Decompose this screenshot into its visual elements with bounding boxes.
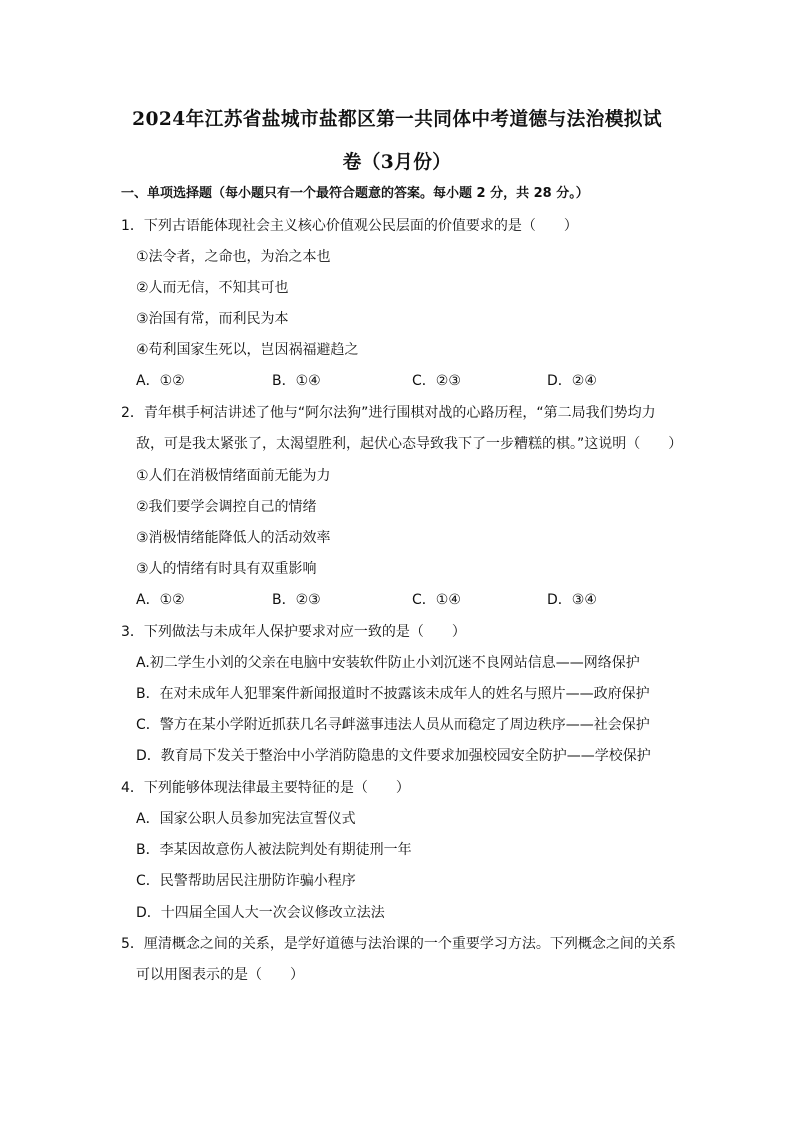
q2-item-2: ②我们要学会调控自己的情绪 [136,499,317,515]
q3-option-d: D．教育局下发关于整治中小学消防隐患的文件要求加强校园安全防护——学校保护 [136,748,651,764]
q3-option-c: C．警方在某小学附近抓获几名寻衅滋事违法人员从而稳定了周边秩序——社会保护 [136,717,650,733]
q2-option-d: D．③④ [547,592,597,608]
q3-stem: 3．下列做法与未成年人保护要求对应一致的是（ ） [121,624,466,640]
q1-option-a: A．①② [136,373,185,389]
q2-options [0,590,794,610]
q1-stem: 1．下列古语能体现社会主义核心价值观公民层面的价值要求的是（ ） [121,218,578,234]
q2-option-b: B．②③ [272,592,321,608]
section-heading: 一、单项选择题（每小题只有一个最符合题意的答案。每小题 2 分，共 28 分。） [121,186,589,201]
q1-item-4: ④苟利国家生死以，岂因祸福避趋之 [136,342,359,358]
q1-item-2: ②人而无信，不知其可也 [136,280,289,296]
q2-item-4: ③人的情绪有时具有双重影响 [136,561,317,577]
q1-item-1: ①法令者，之命也，为治之本也 [136,249,331,265]
q1-option-c: C．②③ [412,373,461,389]
q2-option-c: C．①④ [412,592,461,608]
q1-options [0,371,794,391]
exam-title-line-1: 2024年江苏省盐城市盐都区第一共同体中考道德与法治模拟试 [132,108,662,130]
q4-stem: 4．下列能够体现法律最主要特征的是（ ） [121,780,410,796]
q5-stem-line-2: 可以用图表示的是（ ） [136,967,304,983]
q2-stem-line-1: 2．青年棋手柯洁讲述了他与“阿尔法狗”进行围棋对战的心路历程，“第二局我们势均力 [121,405,656,421]
q4-option-c: C．民警帮助居民注册防诈骗小程序 [136,873,356,889]
q4-option-d: D．十四届全国人大一次会议修改立法法 [136,905,385,921]
q3-option-a: A.初二学生小刘的父亲在电脑中安装软件防止小刘沉迷不良网站信息——网络保护 [136,655,640,671]
q2-item-3: ③消极情绪能降低人的活动效率 [136,530,331,546]
q4-option-b: B．李某因故意伤人被法院判处有期徒刑一年 [136,842,412,858]
q1-item-3: ③治国有常，而利民为本 [136,311,289,327]
q3-option-b: B．在对未成年人犯罪案件新闻报道时不披露该未成年人的姓名与照片——政府保护 [136,686,650,702]
exam-title-line-2: 卷（3月份） [342,151,452,173]
q4-option-a: A．国家公职人员参加宪法宣誓仪式 [136,811,356,827]
q2-item-1: ①人们在消极情绪面前无能为力 [136,468,331,484]
q1-option-b: B．①④ [272,373,321,389]
q2-stem-line-2: 敌，可是我太紧张了，太渴望胜利，起伏心态导致我下了一步糟糕的棋。”这说明（ ） [136,436,683,452]
q2-option-a: A．①② [136,592,185,608]
q5-stem-line-1: 5．厘清概念之间的关系，是学好道德与法治课的一个重要学习方法。下列概念之间的关系 [121,936,676,952]
q1-option-d: D．②④ [547,373,597,389]
